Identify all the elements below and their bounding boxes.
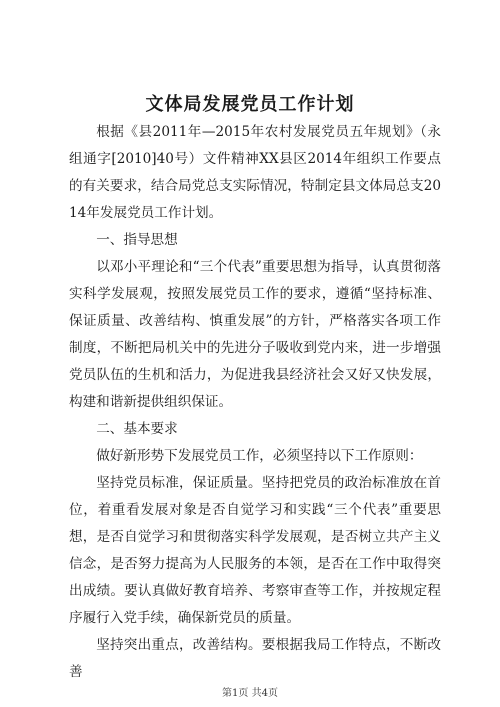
section-heading-basic-requirements: 二、基本要求 <box>96 421 178 437</box>
structure-paragraph: 坚持突出重点，改善结构。要根据我局工作特点，不断改善 <box>69 637 441 680</box>
intro-paragraph: 根据《县2011年—2015年农村发展党员五年规划》（永组通字[2010]40号）文件精神XX县区2014年组织工作要点的有关要求，结合局党总支实际情况，特制定县文体局总支2014年发展党员工作计划。 <box>69 124 441 221</box>
principles-intro-paragraph: 做好新形势下发展党员工作，必须坚持以下工作原则： <box>96 448 423 464</box>
page-number-footer: 第1页 共4页 <box>222 688 278 699</box>
guiding-ideology-paragraph: 以邓小平理论和“三个代表”重要思想为指导，认真贯彻落实科学发展观，按照发展党员工作的要求，遵循“坚持标准、保证质量、改善结构、慎重发展”的方针，严格落实各项工作制度，不断把局机关中的先进分子吸收到党内来，进一步增强党员队伍的生机和活力，为促进我县经济社会又好又快发展，构建和谐新提供组织保证。 <box>69 259 441 410</box>
document-title: 文体局发展党员工作计划 <box>145 94 355 115</box>
document-body <box>69 119 441 686</box>
section-heading-guiding-ideology: 一、指导思想 <box>96 232 178 248</box>
party-standard-paragraph: 坚持党员标准，保证质量。坚持把党员的政治标准放在首位，着重看发展对象是否自觉学习和实践“三个代表”重要思想，是否自觉学习和贯彻落实科学发展观，是否树立共产主义信念，是否努力提高为人民服务的本领，是否在工作中取得突出成绩。要认真做好教育培养、考察审查等工作，并按规定程序履行入党手续，确保新党员的质量。 <box>69 475 441 626</box>
